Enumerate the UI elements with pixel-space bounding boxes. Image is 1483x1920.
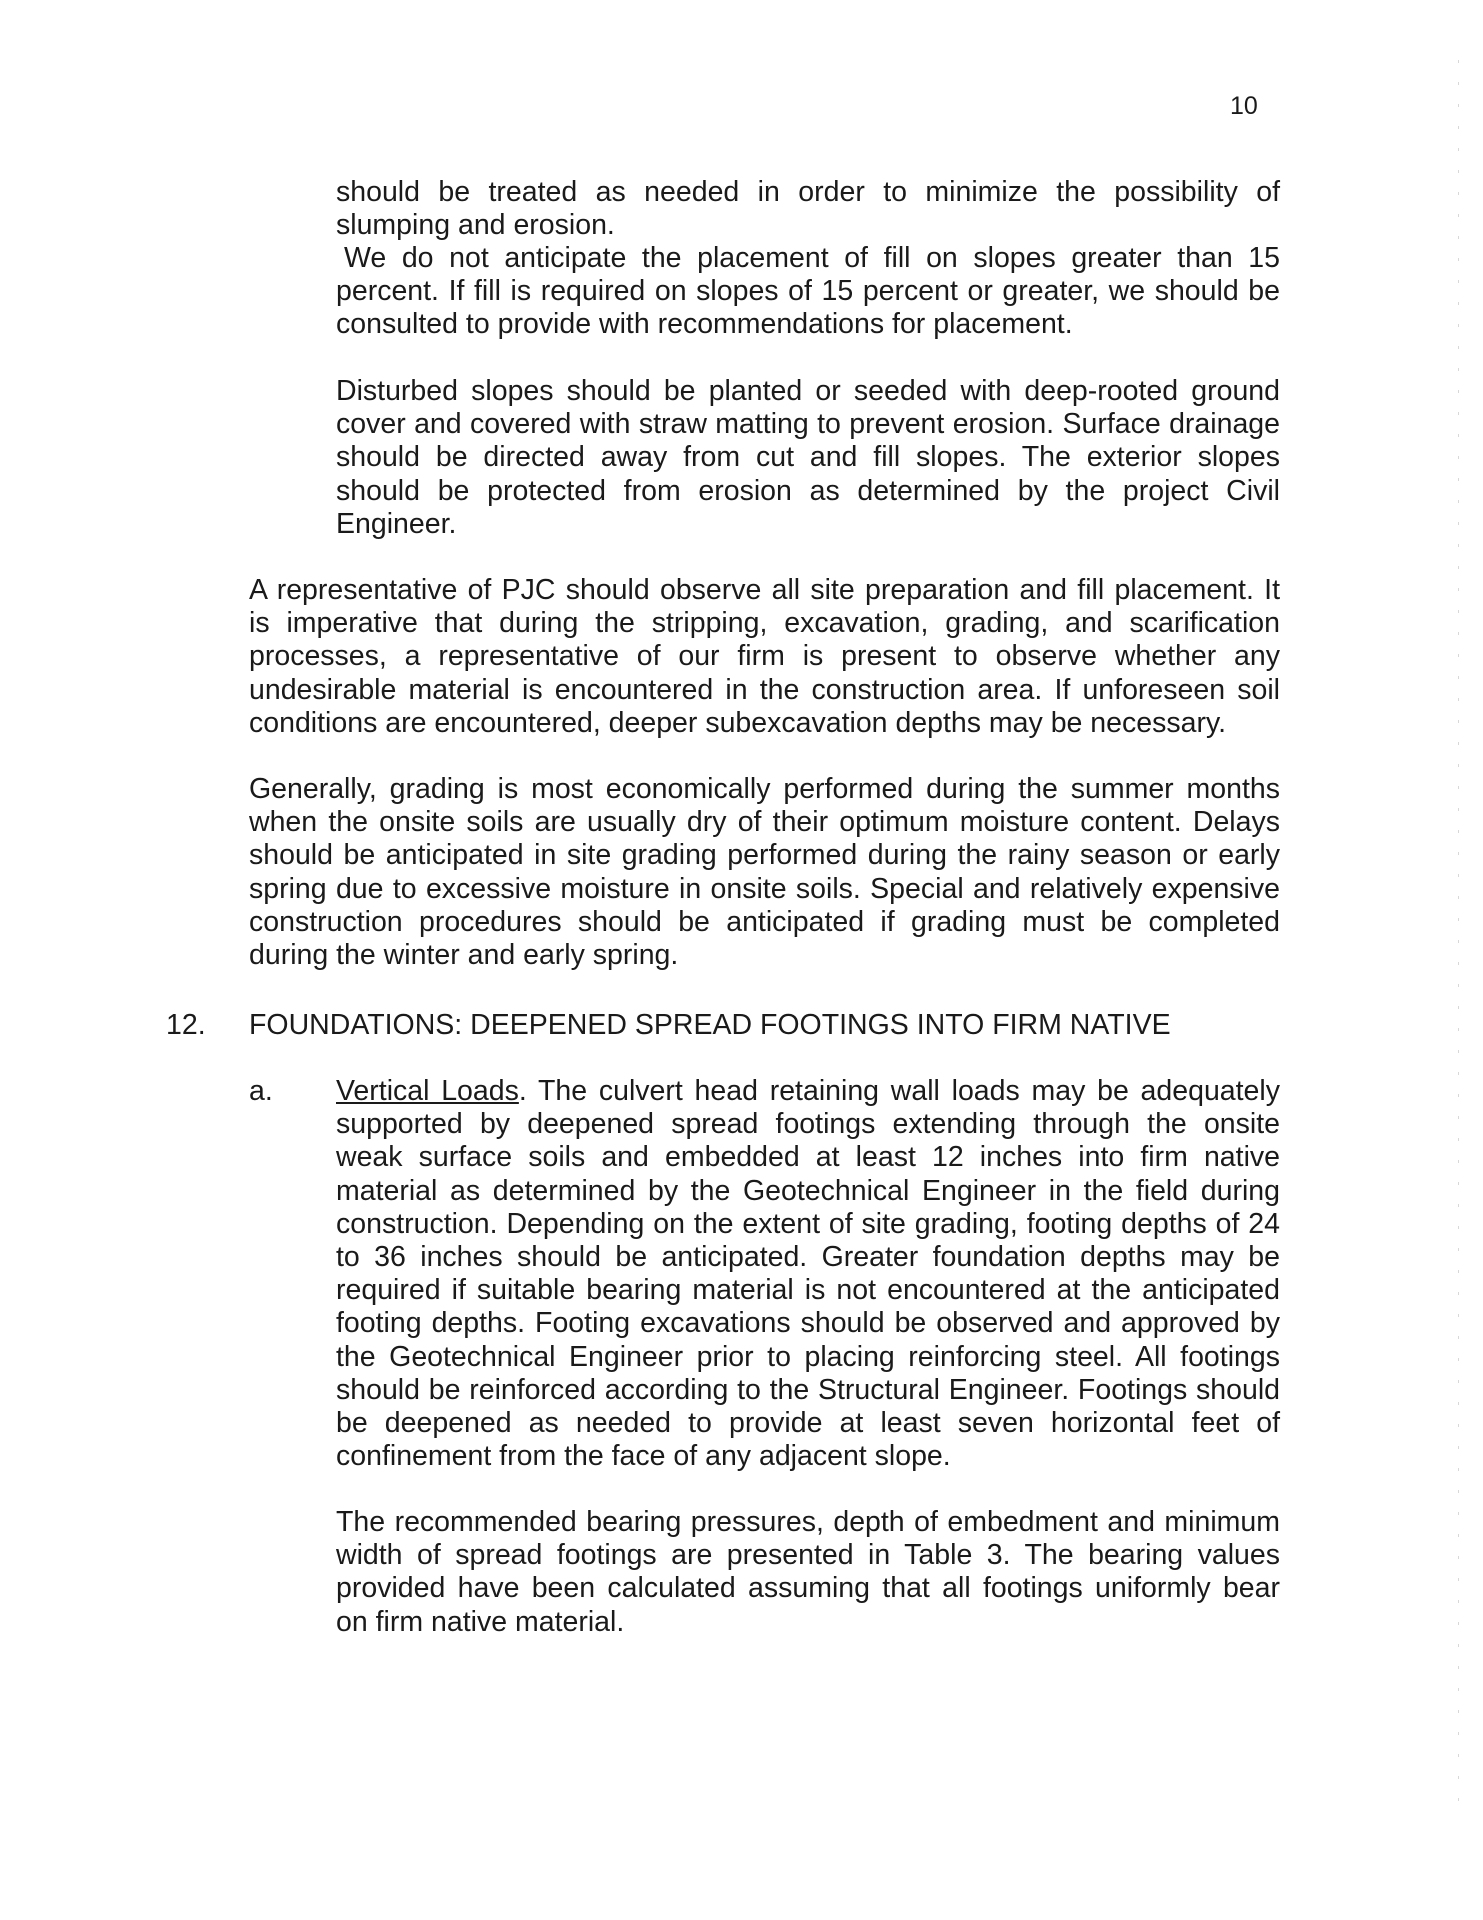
item-letter: a.	[249, 1075, 273, 1107]
paragraph-slope-treatment: should be treated as needed in order to minimize the possibility of slumping and erosion.	[336, 176, 1280, 242]
item-body: . The culvert head retaining wall loads may be adequately supported by deepened spread footings extending through the onsite weak surface soils and embedded at least 12 inches into firm native material as determined by the Geotechnical Engineer in the field during construction. Depending on the extent of site grading, footing depths of 24 to 36 inches should be anticipated. Greater foundation depths may be required if suitable bearing material is not encountered at the anticipated footing depths. Footing excavations should be observed and approved by the Geotechnical Engineer prior to placing reinforcing steel. All footings should be reinforced according to the Structural Engineer. Footings should be deepened as needed to provide at least seven horizontal feet of confinement from the face of any adjacent slope.	[336, 1075, 1280, 1473]
section-number: 12.	[166, 1009, 206, 1041]
paragraph-vertical-loads	[336, 1075, 1280, 1473]
paragraph-bearing-pressures: The recommended bearing pressures, depth of embedment and minimum width of spread footings are presented in Table 3. The bearing values provided have been calculated assuming that all footings uniformly bear on firm native material.	[336, 1506, 1280, 1638]
paragraph-pjc-representative: A representative of PJC should observe all site preparation and fill placement. It is imperative that during the stripping, excavation, grading, and scarification processes, a representative of our firm is present to observe whether any undesirable material is encountered in the construction area. If unforeseen soil conditions are encountered, deeper subexcavation depths may be necessary.	[249, 574, 1280, 739]
paragraph-fill-placement: We do not anticipate the placement of fill on slopes greater than 15 percent. If fill is required on slopes of 15 percent or greater, we should be consulted to provide with recommendations for placement.	[336, 242, 1280, 341]
paragraph-disturbed-slopes: Disturbed slopes should be planted or seeded with deep-rooted ground cover and covered with straw matting to prevent erosion. Surface drainage should be directed away from cut and fill slopes. The exterior slopes should be protected from erosion as determined by the project Civil Engineer.	[336, 375, 1280, 540]
paragraph-grading-season: Generally, grading is most economically performed during the summer months when the onsite soils are usually dry of their optimum moisture content. Delays should be anticipated in site grading performed during the rainy season or early spring due to excessive moisture in onsite soils. Special and relatively expensive construction procedures should be anticipated if grading must be completed during the winter and early spring.	[249, 773, 1280, 972]
item-title: Vertical Loads	[336, 1075, 519, 1107]
scan-edge-marks	[1458, 60, 1459, 1820]
page-number: 10	[1230, 92, 1258, 120]
section-heading: FOUNDATIONS: DEEPENED SPREAD FOOTINGS INTO FIRM NATIVE	[249, 1009, 1171, 1041]
